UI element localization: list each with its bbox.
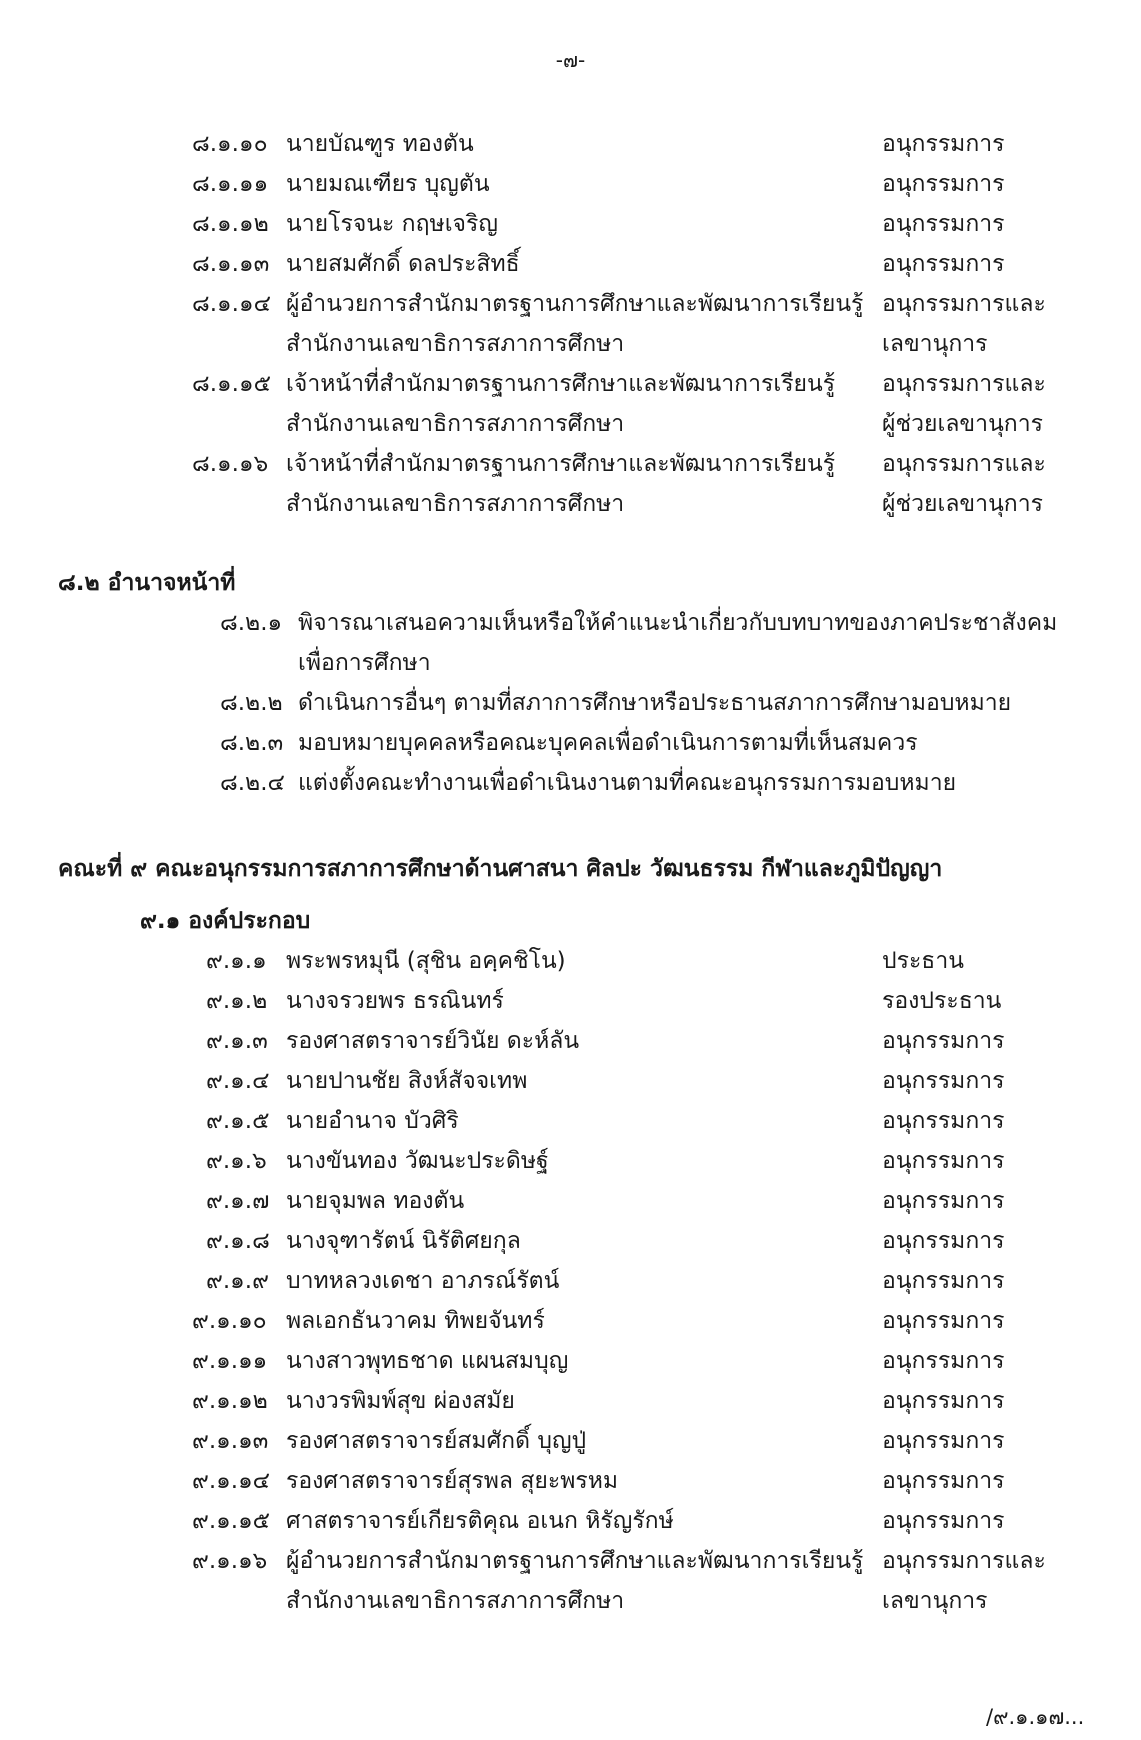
- member-name: เจ้าหน้าที่สำนักมาตรฐานการศึกษาและพัฒนาการเรียนรู้: [286, 451, 836, 477]
- duty-text: ดำเนินการอื่นๆ ตามที่สภาการศึกษาหรือประธานสภาการศึกษามอบหมาย: [298, 690, 1012, 716]
- duty-item: [0, 723, 1141, 763]
- member-name: รองศาสตราจารย์สุรพล สุยะพรหม: [286, 1468, 619, 1494]
- member-row: [0, 1101, 1141, 1141]
- member-row: [0, 364, 1141, 404]
- member-name: นายปานชัย สิงห์สัจจเทพ: [286, 1068, 528, 1094]
- member-row: [0, 1021, 1141, 1061]
- member-row: [0, 284, 1141, 324]
- member-role: อนุกรรมการ: [882, 1228, 1005, 1254]
- committee-9-1-subheading: ๙.๑ องค์ประกอบ: [140, 908, 311, 934]
- member-number: ๘.๑.๑๖: [192, 451, 269, 477]
- member-name: นายมณเฑียร บุญตัน: [286, 171, 490, 197]
- member-number: ๙.๑.๑๐: [192, 1308, 267, 1334]
- member-row: [0, 244, 1141, 284]
- member-row: [0, 981, 1141, 1021]
- member-row: [0, 484, 1141, 524]
- member-row: [0, 1141, 1141, 1181]
- member-role: อนุกรรมการและ: [882, 1548, 1046, 1574]
- member-row: [0, 324, 1141, 364]
- member-role: อนุกรรมการและ: [882, 371, 1046, 397]
- member-number: ๘.๑.๑๔: [192, 291, 271, 317]
- committee-9-heading: คณะที่ ๙ คณะอนุกรรมการสภาการศึกษาด้านศาสนา ศิลปะ วัฒนธรรม กีฬาและภูมิปัญญา: [58, 856, 943, 882]
- member-role: อนุกรรมการ: [882, 1428, 1005, 1454]
- member-row: [0, 1541, 1141, 1581]
- member-role: อนุกรรมการ: [882, 1388, 1005, 1414]
- member-role: อนุกรรมการ: [882, 1148, 1005, 1174]
- member-row: [0, 1341, 1141, 1381]
- member-role: อนุกรรมการ: [882, 1268, 1005, 1294]
- member-number: ๙.๑.๙: [206, 1268, 269, 1294]
- member-name: ผู้อำนวยการสำนักมาตรฐานการศึกษาและพัฒนาการเรียนรู้: [286, 1548, 864, 1574]
- member-number: ๙.๑.๑๑: [192, 1348, 268, 1374]
- member-name: สำนักงานเลขาธิการสภาการศึกษา: [286, 1588, 625, 1614]
- member-number: ๙.๑.๑๖: [192, 1548, 268, 1574]
- member-role: เลขานุการ: [882, 1588, 988, 1614]
- member-number: ๘.๑.๑๕: [192, 371, 271, 397]
- member-row: [0, 444, 1141, 484]
- member-row: [0, 124, 1141, 164]
- member-name: นายบัณฑูร ทองตัน: [286, 131, 474, 157]
- member-number: ๙.๑.๒: [206, 988, 268, 1014]
- duty-text: พิจารณาเสนอความเห็นหรือให้คำแนะนำเกี่ยวกับบทบาทของภาคประชาสังคม: [298, 610, 1058, 636]
- member-role: อนุกรรมการ: [882, 1108, 1005, 1134]
- duty-text: แต่งตั้งคณะทำงานเพื่อดำเนินงานตามที่คณะอนุกรรมการมอบหมาย: [298, 770, 957, 796]
- section-8-1-member-list: [0, 124, 1141, 524]
- member-number: ๙.๑.๗: [206, 1188, 270, 1214]
- member-name: รองศาสตราจารย์วินัย ดะห์ลัน: [286, 1028, 580, 1054]
- member-number: ๙.๑.๑๓: [192, 1428, 269, 1454]
- member-number: ๙.๑.๑: [206, 948, 267, 974]
- duty-item: [0, 603, 1141, 643]
- member-name: พระพรหมุนี (สุชิน อคฺคชิโน): [286, 948, 566, 974]
- member-name: เจ้าหน้าที่สำนักมาตรฐานการศึกษาและพัฒนาการเรียนรู้: [286, 371, 836, 397]
- member-role: อนุกรรมการและ: [882, 451, 1046, 477]
- member-row: [0, 1461, 1141, 1501]
- duty-number: ๘.๒.๒: [220, 690, 283, 716]
- member-number: ๙.๑.๔: [206, 1068, 270, 1094]
- member-role: อนุกรรมการ: [882, 1468, 1005, 1494]
- member-role: อนุกรรมการ: [882, 1028, 1005, 1054]
- member-name: นางจรวยพร ธรณินทร์: [286, 988, 504, 1014]
- member-row: [0, 1061, 1141, 1101]
- committee-9-member-list: [0, 941, 1141, 1621]
- duty-item: [0, 763, 1141, 803]
- member-name: ศาสตราจารย์เกียรติคุณ อเนก หิรัญรักษ์: [286, 1508, 674, 1534]
- member-name: รองศาสตราจารย์สมศักดิ์ บุญปู่: [286, 1428, 587, 1454]
- member-row: [0, 1221, 1141, 1261]
- member-number: ๙.๑.๑๕: [192, 1508, 271, 1534]
- duty-number: ๘.๒.๔: [220, 770, 285, 796]
- member-name: นางจุฑารัตน์ นิรัติศยกุล: [286, 1228, 521, 1254]
- member-number: ๘.๑.๑๐: [192, 131, 268, 157]
- member-row: [0, 1301, 1141, 1341]
- member-row: [0, 941, 1141, 981]
- member-role: ประธาน: [882, 948, 964, 974]
- member-number: ๙.๑.๘: [206, 1228, 270, 1254]
- member-role: รองประธาน: [882, 988, 1002, 1014]
- member-number: ๘.๑.๑๑: [192, 171, 269, 197]
- member-role: อนุกรรมการ: [882, 131, 1005, 157]
- member-row: [0, 1421, 1141, 1461]
- member-name: นายอำนาจ บัวศิริ: [286, 1108, 459, 1134]
- member-row: [0, 1261, 1141, 1301]
- member-name: นางวรพิมพ์สุข ผ่องสมัย: [286, 1388, 515, 1414]
- member-name: บาทหลวงเดชา อาภรณ์รัตน์: [286, 1268, 560, 1294]
- member-row: [0, 1501, 1141, 1541]
- member-role: ผู้ช่วยเลขานุการ: [882, 411, 1043, 437]
- duty-continuation: เพื่อการศึกษา: [298, 650, 431, 676]
- member-name: ผู้อำนวยการสำนักมาตรฐานการศึกษาและพัฒนาการเรียนรู้: [286, 291, 864, 317]
- member-row: [0, 1381, 1141, 1421]
- member-role: อนุกรรมการ: [882, 171, 1005, 197]
- member-row: [0, 164, 1141, 204]
- member-role: อนุกรรมการ: [882, 1068, 1005, 1094]
- member-number: ๙.๑.๖: [206, 1148, 267, 1174]
- duty-item: [0, 683, 1141, 723]
- duty-number: ๘.๒.๑: [220, 610, 283, 636]
- member-number: ๘.๑.๑๒: [192, 211, 269, 237]
- section-8-2-heading: ๘.๒ อำนาจหน้าที่: [58, 570, 236, 596]
- member-number: ๙.๑.๕: [206, 1108, 270, 1134]
- member-name: นางขันทอง วัฒนะประดิษฐ์: [286, 1148, 549, 1174]
- member-name: สำนักงานเลขาธิการสภาการศึกษา: [286, 331, 625, 357]
- member-role: อนุกรรมการ: [882, 1348, 1005, 1374]
- member-name: นางสาวพุทธชาด แผนสมบุญ: [286, 1348, 569, 1374]
- member-name: สำนักงานเลขาธิการสภาการศึกษา: [286, 411, 625, 437]
- member-name: สำนักงานเลขาธิการสภาการศึกษา: [286, 491, 625, 517]
- member-row: [0, 204, 1141, 244]
- member-number: ๙.๑.๑๒: [192, 1388, 268, 1414]
- member-role: อนุกรรมการ: [882, 251, 1005, 277]
- page-number: -๗-: [555, 48, 586, 72]
- member-name: นายจุมพล ทองตัน: [286, 1188, 465, 1214]
- member-role: อนุกรรมการ: [882, 211, 1005, 237]
- member-name: นายสมศักดิ์ ดลประสิทธิ์: [286, 251, 520, 277]
- member-row: [0, 1581, 1141, 1621]
- duty-text: มอบหมายบุคคลหรือคณะบุคคลเพื่อดำเนินการตามที่เห็นสมควร: [298, 730, 918, 756]
- member-number: ๙.๑.๑๔: [192, 1468, 271, 1494]
- duty-continuation-line: [0, 643, 1141, 683]
- duty-number: ๘.๒.๓: [220, 730, 284, 756]
- member-role: อนุกรรมการ: [882, 1308, 1005, 1334]
- member-number: ๙.๑.๓: [206, 1028, 268, 1054]
- member-role: อนุกรรมการและ: [882, 291, 1046, 317]
- member-role: อนุกรรมการ: [882, 1508, 1005, 1534]
- member-row: [0, 1181, 1141, 1221]
- member-name: นายโรจนะ กฤษเจริญ: [286, 211, 498, 237]
- member-role: ผู้ช่วยเลขานุการ: [882, 491, 1043, 517]
- member-name: พลเอกธันวาคม ทิพยจันทร์: [286, 1308, 545, 1334]
- continuation-reference: /๙.๑.๑๗...: [986, 1705, 1085, 1729]
- member-role: เลขานุการ: [882, 331, 988, 357]
- member-role: อนุกรรมการ: [882, 1188, 1005, 1214]
- member-number: ๘.๑.๑๓: [192, 251, 270, 277]
- member-row: [0, 404, 1141, 444]
